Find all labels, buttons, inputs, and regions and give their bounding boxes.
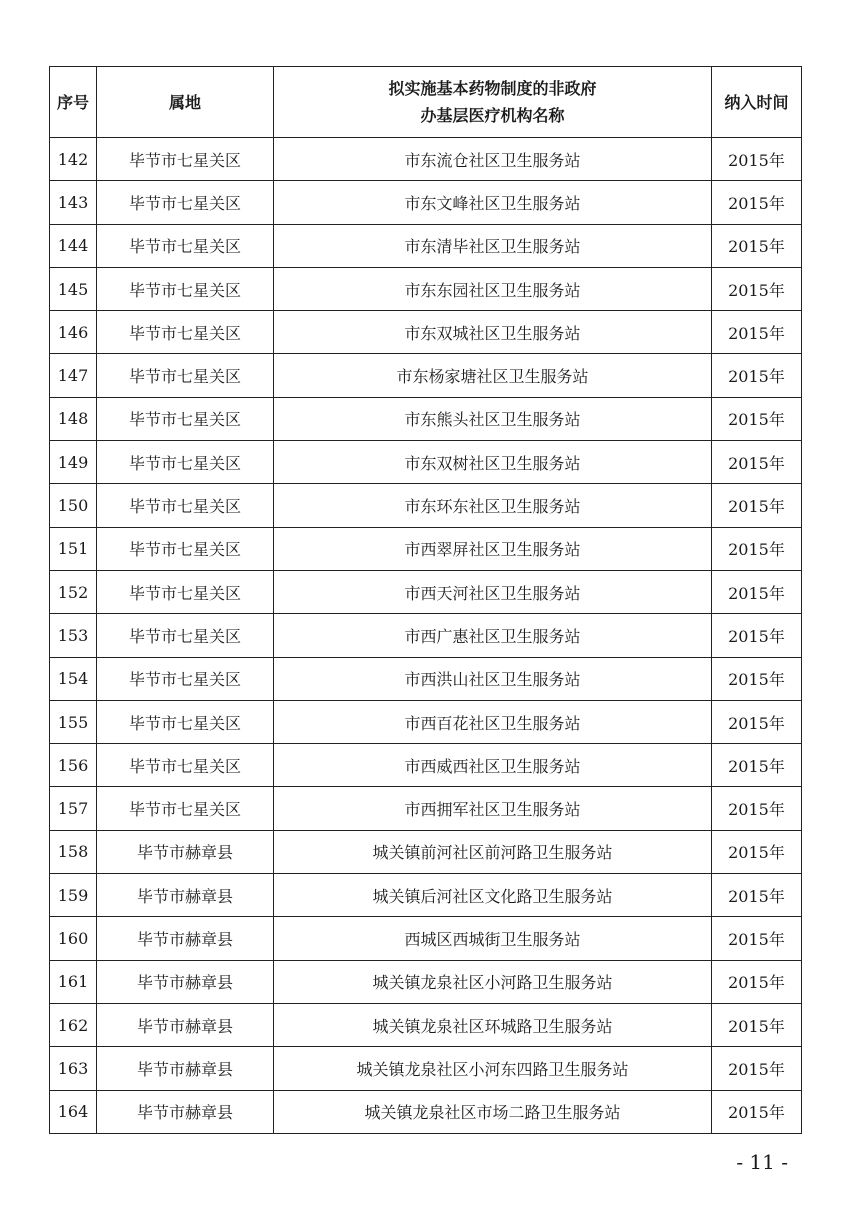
cell-institution-name: 市东东园社区卫生服务站	[274, 267, 712, 310]
cell-no: 142	[50, 138, 97, 181]
institution-table	[49, 66, 802, 1134]
cell-institution-name: 市西拥军社区卫生服务站	[274, 787, 712, 830]
cell-year: 2015年	[712, 700, 802, 743]
table-row	[50, 441, 802, 484]
cell-year: 2015年	[712, 354, 802, 397]
cell-area: 毕节市七星关区	[97, 527, 274, 570]
table-row	[50, 744, 802, 787]
header-area: 属地	[97, 67, 274, 138]
cell-year: 2015年	[712, 138, 802, 181]
table-row	[50, 1003, 802, 1046]
cell-year: 2015年	[712, 570, 802, 613]
cell-area: 毕节市七星关区	[97, 224, 274, 267]
cell-institution-name: 市东熊头社区卫生服务站	[274, 397, 712, 440]
cell-institution-name: 市东文峰社区卫生服务站	[274, 181, 712, 224]
table-row	[50, 917, 802, 960]
cell-area: 毕节市七星关区	[97, 181, 274, 224]
table-row	[50, 657, 802, 700]
cell-year: 2015年	[712, 830, 802, 873]
cell-institution-name: 市东清毕社区卫生服务站	[274, 224, 712, 267]
cell-no: 154	[50, 657, 97, 700]
cell-institution-name: 城关镇龙泉社区小河东四路卫生服务站	[274, 1047, 712, 1090]
header-name-line1: 拟实施基本药物制度的非政府	[388, 79, 597, 98]
table-row	[50, 484, 802, 527]
cell-area: 毕节市七星关区	[97, 484, 274, 527]
cell-institution-name: 市西百花社区卫生服务站	[274, 700, 712, 743]
cell-no: 160	[50, 917, 97, 960]
cell-no: 156	[50, 744, 97, 787]
table-row	[50, 397, 802, 440]
cell-area: 毕节市赫章县	[97, 1047, 274, 1090]
cell-institution-name: 城关镇前河社区前河路卫生服务站	[274, 830, 712, 873]
cell-institution-name: 市西洪山社区卫生服务站	[274, 657, 712, 700]
table-row	[50, 614, 802, 657]
cell-area: 毕节市七星关区	[97, 787, 274, 830]
table-body	[50, 138, 802, 1134]
table-row	[50, 570, 802, 613]
cell-no: 145	[50, 267, 97, 310]
cell-area: 毕节市赫章县	[97, 960, 274, 1003]
cell-no: 147	[50, 354, 97, 397]
cell-area: 毕节市七星关区	[97, 354, 274, 397]
cell-year: 2015年	[712, 311, 802, 354]
cell-year: 2015年	[712, 657, 802, 700]
cell-year: 2015年	[712, 960, 802, 1003]
cell-institution-name: 城关镇龙泉社区环城路卫生服务站	[274, 1003, 712, 1046]
table-row	[50, 527, 802, 570]
table-row	[50, 787, 802, 830]
cell-institution-name: 城关镇龙泉社区市场二路卫生服务站	[274, 1090, 712, 1133]
cell-no: 157	[50, 787, 97, 830]
cell-year: 2015年	[712, 484, 802, 527]
cell-year: 2015年	[712, 527, 802, 570]
cell-year: 2015年	[712, 267, 802, 310]
cell-year: 2015年	[712, 1003, 802, 1046]
cell-year: 2015年	[712, 787, 802, 830]
cell-institution-name: 市东流仓社区卫生服务站	[274, 138, 712, 181]
cell-no: 159	[50, 874, 97, 917]
cell-area: 毕节市赫章县	[97, 830, 274, 873]
cell-no: 146	[50, 311, 97, 354]
table-row	[50, 138, 802, 181]
cell-year: 2015年	[712, 614, 802, 657]
table-row	[50, 1047, 802, 1090]
cell-institution-name: 市西翠屏社区卫生服务站	[274, 527, 712, 570]
cell-area: 毕节市七星关区	[97, 397, 274, 440]
cell-no: 143	[50, 181, 97, 224]
cell-no: 151	[50, 527, 97, 570]
cell-no: 150	[50, 484, 97, 527]
cell-area: 毕节市赫章县	[97, 917, 274, 960]
cell-area: 毕节市七星关区	[97, 267, 274, 310]
cell-no: 155	[50, 700, 97, 743]
cell-year: 2015年	[712, 181, 802, 224]
cell-area: 毕节市赫章县	[97, 1090, 274, 1133]
table-row	[50, 874, 802, 917]
cell-no: 158	[50, 830, 97, 873]
cell-no: 163	[50, 1047, 97, 1090]
cell-area: 毕节市赫章县	[97, 874, 274, 917]
cell-year: 2015年	[712, 874, 802, 917]
header-year: 纳入时间	[712, 67, 802, 138]
cell-year: 2015年	[712, 441, 802, 484]
table-header-row	[50, 67, 802, 138]
cell-institution-name: 市西威西社区卫生服务站	[274, 744, 712, 787]
page-number: - 11 -	[736, 1150, 788, 1174]
cell-no: 153	[50, 614, 97, 657]
cell-year: 2015年	[712, 917, 802, 960]
table-row	[50, 1090, 802, 1133]
table-row	[50, 267, 802, 310]
cell-area: 毕节市七星关区	[97, 657, 274, 700]
cell-institution-name: 市东双城社区卫生服务站	[274, 311, 712, 354]
table-row	[50, 830, 802, 873]
table-row	[50, 224, 802, 267]
header-name	[274, 67, 712, 138]
cell-area: 毕节市七星关区	[97, 441, 274, 484]
header-name-line2: 办基层医疗机构名称	[420, 106, 565, 125]
cell-no: 164	[50, 1090, 97, 1133]
cell-year: 2015年	[712, 397, 802, 440]
cell-no: 148	[50, 397, 97, 440]
table-row	[50, 960, 802, 1003]
table-row	[50, 181, 802, 224]
cell-area: 毕节市七星关区	[97, 570, 274, 613]
cell-institution-name: 城关镇龙泉社区小河路卫生服务站	[274, 960, 712, 1003]
table-row	[50, 311, 802, 354]
cell-institution-name: 西城区西城街卫生服务站	[274, 917, 712, 960]
cell-year: 2015年	[712, 744, 802, 787]
cell-no: 144	[50, 224, 97, 267]
cell-institution-name: 市东环东社区卫生服务站	[274, 484, 712, 527]
table-row	[50, 354, 802, 397]
cell-year: 2015年	[712, 224, 802, 267]
header-no: 序号	[50, 67, 97, 138]
cell-year: 2015年	[712, 1047, 802, 1090]
cell-area: 毕节市七星关区	[97, 138, 274, 181]
cell-no: 162	[50, 1003, 97, 1046]
cell-no: 152	[50, 570, 97, 613]
cell-area: 毕节市赫章县	[97, 1003, 274, 1046]
cell-institution-name: 城关镇后河社区文化路卫生服务站	[274, 874, 712, 917]
cell-institution-name: 市西广惠社区卫生服务站	[274, 614, 712, 657]
cell-area: 毕节市七星关区	[97, 744, 274, 787]
cell-institution-name: 市东杨家塘社区卫生服务站	[274, 354, 712, 397]
cell-area: 毕节市七星关区	[97, 614, 274, 657]
cell-year: 2015年	[712, 1090, 802, 1133]
cell-institution-name: 市西天河社区卫生服务站	[274, 570, 712, 613]
cell-area: 毕节市七星关区	[97, 700, 274, 743]
cell-institution-name: 市东双树社区卫生服务站	[274, 441, 712, 484]
cell-no: 161	[50, 960, 97, 1003]
cell-area: 毕节市七星关区	[97, 311, 274, 354]
cell-no: 149	[50, 441, 97, 484]
table-row	[50, 700, 802, 743]
